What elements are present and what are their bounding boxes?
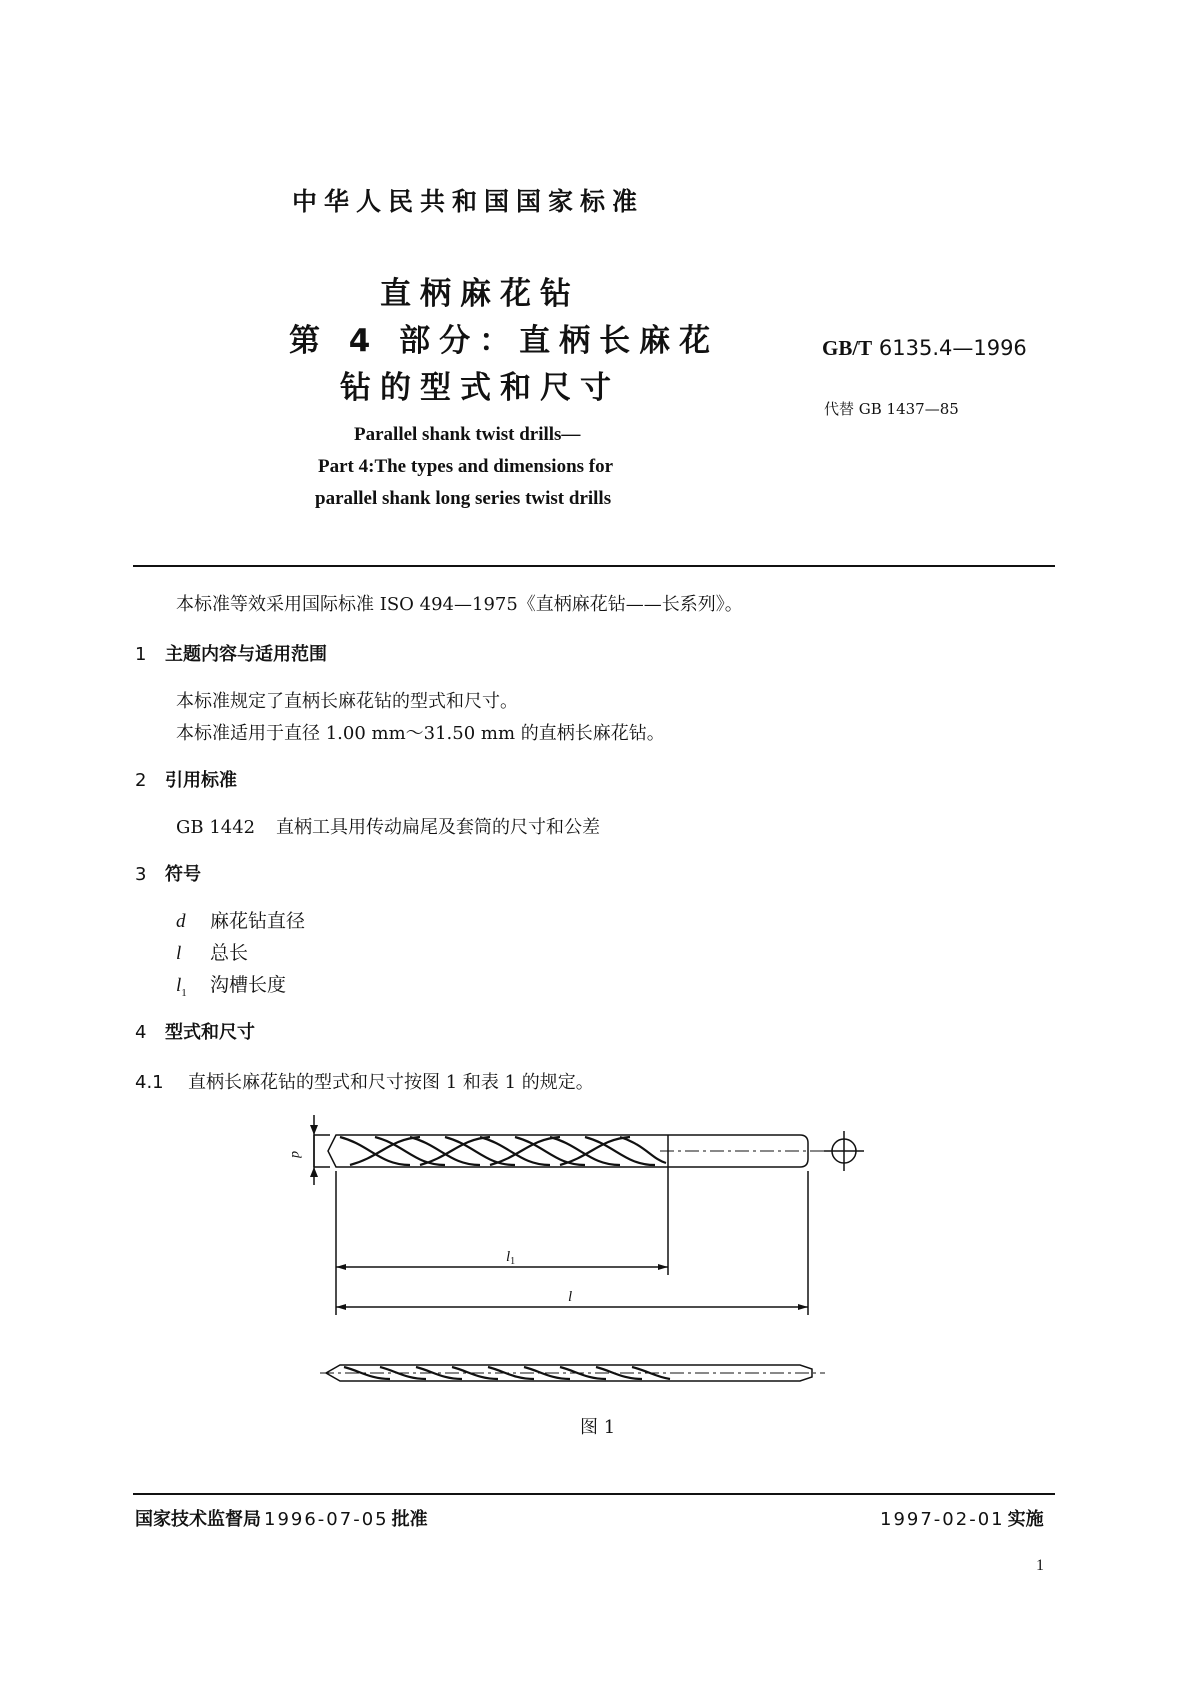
referenced-standard bbox=[176, 813, 600, 839]
header-divider bbox=[133, 565, 1055, 567]
national-standard-header: 中华人民共和国国家标准 bbox=[292, 187, 645, 216]
symbol-description: 麻花钻直径 bbox=[210, 910, 306, 932]
flute-length-label: $l_1$ bbox=[506, 1249, 516, 1267]
approval-word: 批准 bbox=[391, 1509, 428, 1530]
intro-paragraph: 本标准等效采用国际标准 ISO 494—1975《直柄麻花钻——长系列》。 bbox=[176, 594, 743, 615]
approval-org: 国家技术监督局 bbox=[135, 1509, 261, 1530]
symbol-row bbox=[176, 906, 305, 933]
symbol-description: 沟槽长度 bbox=[210, 974, 287, 996]
symbol: $l_1$ bbox=[176, 975, 187, 999]
section-1-number: 1 bbox=[135, 644, 147, 665]
footer-divider bbox=[133, 1493, 1055, 1495]
clause-4-1 bbox=[135, 1068, 594, 1094]
section-3-heading bbox=[135, 860, 201, 886]
referenced-standard-code: GB 1442 bbox=[176, 817, 256, 838]
standard-code: 6135.4—1996 bbox=[878, 336, 1027, 360]
symbol: l bbox=[176, 943, 182, 964]
section-2-number: 2 bbox=[135, 770, 147, 791]
section-4-number: 4 bbox=[135, 1022, 147, 1043]
english-title-line-1: Parallel shank twist drills— bbox=[354, 424, 581, 445]
section-2-heading bbox=[135, 766, 237, 792]
page-number: 1 bbox=[1036, 1557, 1044, 1574]
clause-4-1-number: 4.1 bbox=[135, 1072, 164, 1093]
symbol: d bbox=[176, 911, 186, 932]
diameter-label: d bbox=[288, 1151, 303, 1158]
overall-length-label: l bbox=[568, 1289, 573, 1305]
section-1-heading bbox=[135, 640, 327, 666]
english-title-line-2: Part 4:The types and dimensions for bbox=[318, 456, 614, 477]
section-3-number: 3 bbox=[135, 864, 147, 885]
standard-prefix: GB/T bbox=[822, 336, 873, 360]
symbol-row bbox=[176, 970, 286, 999]
title-line-2: 第 4 部分：直柄长麻花 bbox=[289, 323, 720, 359]
section-2-title: 引用标准 bbox=[165, 770, 237, 791]
standard-number bbox=[822, 336, 1027, 361]
section-1-paragraph-1: 本标准规定了直柄长麻花钻的型式和尺寸。 bbox=[176, 691, 518, 712]
section-4-title: 型式和尺寸 bbox=[165, 1022, 255, 1043]
approval-date: 1996-07-05 bbox=[264, 1509, 389, 1530]
title-line-1: 直柄麻花钻 bbox=[380, 276, 580, 312]
symbol-description: 总长 bbox=[210, 942, 249, 964]
implementation-date: 1997-02-01 bbox=[880, 1509, 1005, 1530]
drill-figure bbox=[288, 1115, 920, 1415]
english-title-line-3: parallel shank long series twist drills bbox=[315, 488, 612, 509]
section-4-heading bbox=[135, 1018, 255, 1044]
approval-line bbox=[135, 1505, 428, 1531]
replaces-note: 代替 GB 1437—85 bbox=[824, 400, 959, 418]
symbol-row bbox=[176, 938, 248, 965]
section-1-paragraph-2: 本标准适用于直径 1.00 mm～31.50 mm 的直柄长麻花钻。 bbox=[176, 723, 665, 744]
figure-caption: 图 1 bbox=[580, 1417, 616, 1438]
referenced-standard-title: 直柄工具用传动扁尾及套筒的尺寸和公差 bbox=[276, 817, 600, 838]
implementation-line bbox=[880, 1505, 1044, 1531]
section-1-title: 主题内容与适用范围 bbox=[165, 644, 327, 665]
implementation-word: 实施 bbox=[1007, 1509, 1044, 1530]
section-3-title: 符号 bbox=[165, 864, 201, 885]
clause-4-1-text: 直柄长麻花钻的型式和尺寸按图 1 和表 1 的规定。 bbox=[188, 1072, 594, 1093]
title-line-3: 钻的型式和尺寸 bbox=[340, 370, 620, 406]
